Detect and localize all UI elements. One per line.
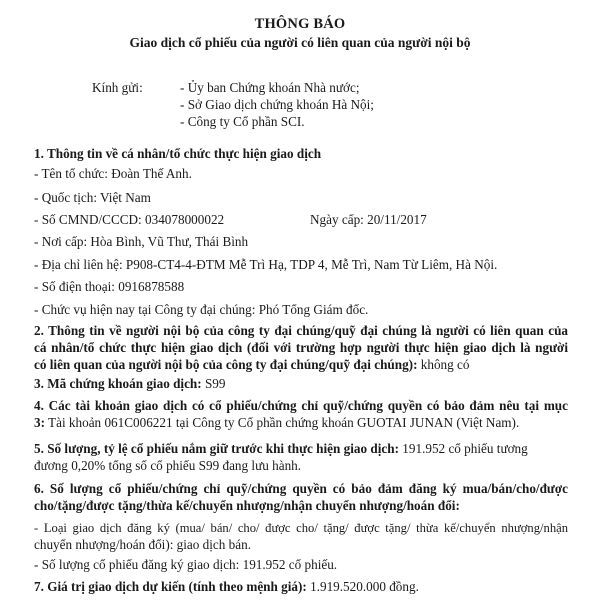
section2-line: 2. Thông tin về người nội bộ của công ty đại chúng/quỹ đại chúng là người có liên quan của	[34, 323, 568, 338]
section7-label: 7. Giá trị giao dịch dự kiến (tính theo mệnh giá):	[34, 579, 307, 594]
registered-quantity: - Số lượng cổ phiếu đăng ký giao dịch: 191.952 cổ phiếu.	[34, 557, 338, 572]
id-number: - Số CMND/CCCD: 034078000022	[34, 212, 225, 227]
recipients-label: Kính gửi:	[92, 80, 143, 95]
current-position: - Chức vụ hiện nay tại Công ty đại chúng: Phó Tổng Giám đốc.	[34, 302, 369, 317]
recipient-item: - Ủy ban Chứng khoán Nhà nước;	[180, 80, 360, 95]
document-title: THÔNG BÁO	[254, 16, 346, 32]
phone-number: - Số điện thoại: 0916878588	[34, 279, 185, 294]
section7-line	[34, 579, 419, 595]
recipient-item: - Công ty Cổ phần SCI.	[180, 114, 305, 129]
org-name: - Tên tổ chức: Đoàn Thế Anh.	[34, 166, 192, 181]
section2-value: không có	[417, 357, 470, 372]
transaction-type: - Loại giao dịch đăng ký (mua/ bán/ cho/ được cho/ tặng/ được tặng/ thừa kế/chuyển nhượng/nhận	[34, 521, 568, 535]
section3-line	[34, 376, 226, 392]
issue-place: - Nơi cấp: Hòa Bình, Vũ Thư, Thái Bình	[34, 234, 249, 249]
transaction-type: chuyển nhượng/hoán đổi): giao dịch bán.	[34, 537, 252, 552]
section1-heading: 1. Thông tin về cá nhân/tổ chức thực hiện giao dịch	[34, 146, 322, 161]
section2-label: có liên quan của người nội bộ của công ty đại chúng/quỹ đại chúng):	[34, 357, 418, 372]
section7-value: 1.919.520.000 đồng.	[306, 579, 419, 594]
section5-line: đương 0,20% tổng số cổ phiếu S99 đang lưu hành.	[34, 458, 302, 473]
section3-value: S99	[201, 376, 226, 391]
section5-label: 5. Số lượng, tỷ lệ cổ phiếu nắm giữ trước khi thực hiện giao dịch:	[34, 441, 399, 456]
section5-value: 191.952 cổ phiếu tương	[398, 441, 528, 456]
section2-line	[34, 357, 469, 373]
contact-address: - Địa chỉ liên hệ: P908-CT4-4-ĐTM Mễ Trì Hạ, TDP 4, Mễ Trì, Nam Từ Liêm, Hà Nội.	[34, 257, 498, 272]
section6-line: 6. Số lượng cổ phiếu/chứng chỉ quỹ/chứng quyền có bảo đảm đăng ký mua/bán/cho/được	[34, 481, 568, 496]
section2-line: cá nhân/tổ chức thực hiện giao dịch (đối với trường hợp người thực hiện giao dịch là người	[34, 340, 568, 355]
section4-label: 3:	[34, 415, 45, 430]
section6-line: cho/tặng/được tặng/thừa kế/chuyển nhượng/nhận chuyển nhượng/hoán đổi:	[34, 498, 460, 513]
section4-line: 4. Các tài khoản giao dịch có cổ phiếu/chứng chỉ quỹ/chứng quyền có bảo đảm nêu tại mục	[34, 398, 568, 413]
nationality: - Quốc tịch: Việt Nam	[34, 190, 151, 205]
section5-line	[34, 441, 528, 457]
recipient-item: - Sở Giao dịch chứng khoán Hà Nội;	[180, 97, 374, 112]
issue-date: Ngày cấp: 20/11/2017	[310, 212, 427, 227]
section3-label: 3. Mã chứng khoán giao dịch:	[34, 376, 202, 391]
document-subtitle: Giao dịch cổ phiếu của người có liên quan của người nội bộ	[129, 35, 471, 50]
section4-value: Tài khoản 061C006221 tại Công ty Cổ phần chứng khoán GUOTAI JUNAN (Việt Nam).	[45, 415, 520, 430]
section4-line	[34, 415, 519, 431]
